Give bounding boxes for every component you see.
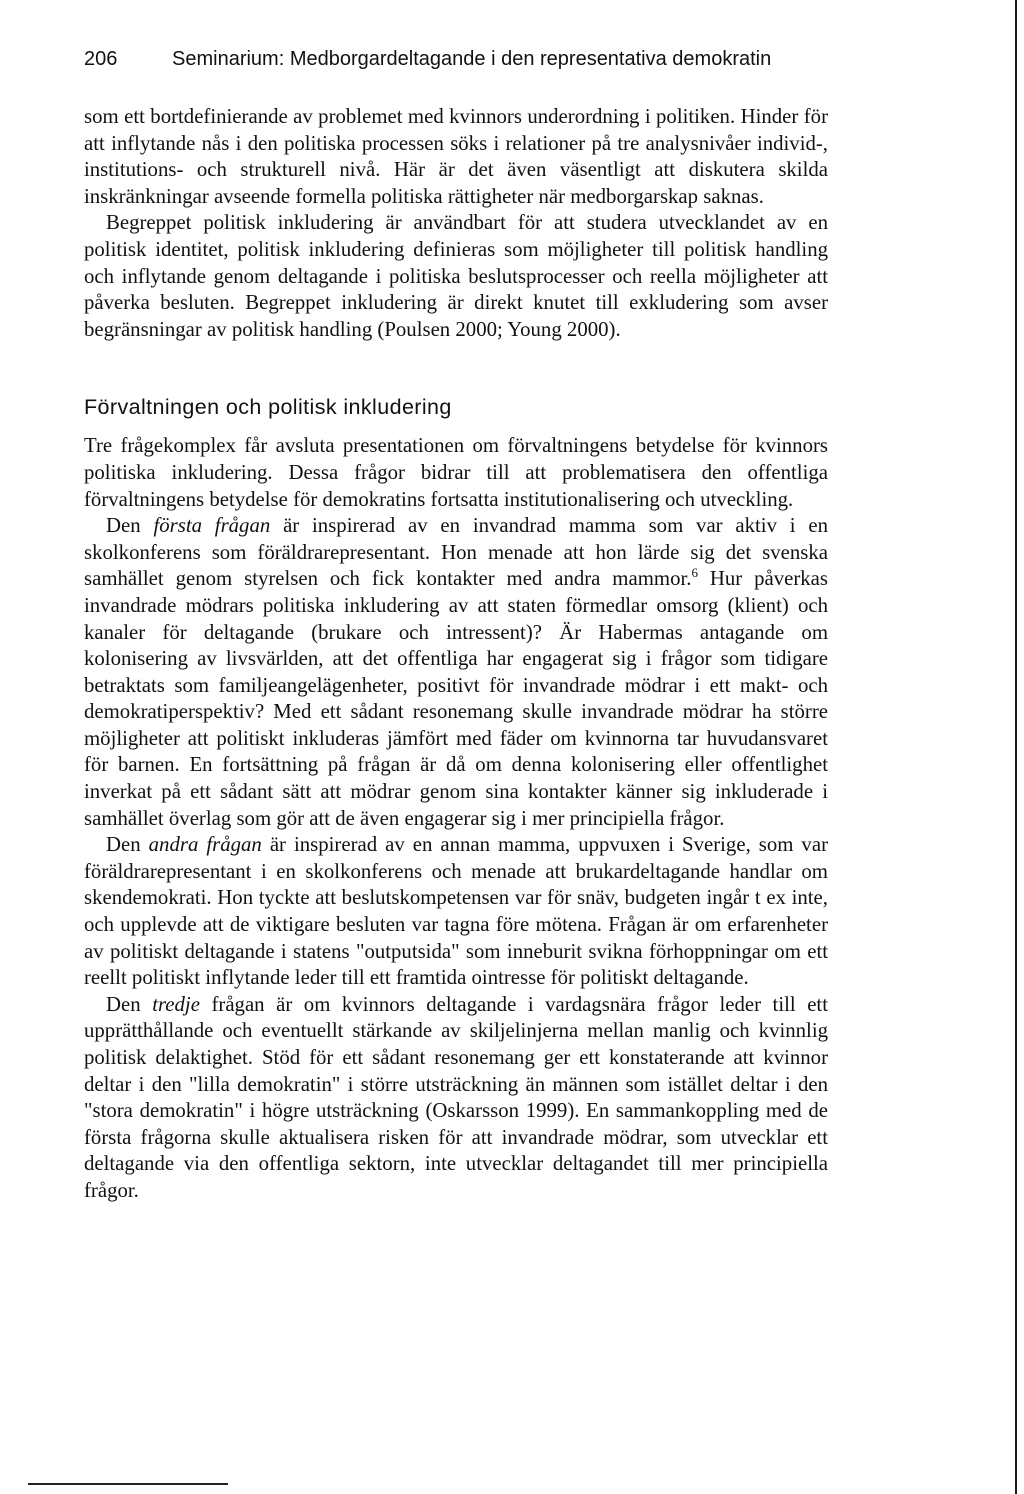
- section-heading: Förvaltningen och politisk inkludering: [84, 395, 452, 420]
- question-1-lead: Den: [106, 514, 154, 538]
- page-body: [84, 104, 828, 1205]
- question-2-lead: Den: [106, 833, 149, 857]
- question-3-text: frågan är om kvinnors deltagande i vardagsnära frågor leder till ett upprätthållande och eventuellt stärkande av skiljelinjerna mellan manlig och kvinnlig politisk delaktighet. Stöd för ett sådant resonemang ger ett konstaterande att kvinnor deltar i den "lilla demokratin" i större utsträckning än männen som istället deltar i den "stora demokratin" i högre utsträckning (Oskarsson 1999). En sammankoppling med de första frågorna skulle aktualisera risken för att invandrade mödrar, som utvecklar ett deltagande via den offentliga sektorn, inte utvecklar deltagandet till mer principiella frågor.: [84, 992, 828, 1202]
- intro-paragraph-2: Begreppet politisk inkludering är användbart för att studera utvecklandet av en politisk identitet, politisk inkludering definieras som möjligheter till politisk handling och inflytande genom deltagande i politiska beslutsprocesser och reella möjligheter att påverka besluten. Begreppet inkludering är direkt knutet till exkludering som avser begränsningar av politisk handling (Poulsen 2000; Young 2000).: [84, 211, 828, 341]
- running-title: Seminarium: Medborgardeltagande i den representativa demokratin: [172, 48, 772, 70]
- page-number: 206: [84, 48, 118, 70]
- question-2-emphasis: andra frågan: [148, 833, 262, 857]
- question-1-paragraph: [84, 513, 828, 832]
- question-1-emphasis: första frågan: [153, 514, 271, 538]
- intro-paragraph-1: som ett bortdefinierande av problemet med kvinnors underordning i politiken. Hinder för att inflytande nås i den politiska processen söks i relationer på tre analysnivåer individ-, institutions- och strukturell nivå. Här är det även väsentligt att diskutera skilda inskränkningar avseende formella politiska rättigheter när medborgarskap saknas.: [84, 105, 828, 208]
- page-edge-line: [1015, 0, 1017, 1494]
- question-1-text-a: är inspirerad av en invandrad mamma som var aktiv i en skolkonferens som föräldrarepresentant. Hon menade att hon lärde sig det svenska samhället genom styrelsen och fick kontakter med andra mammor.: [84, 514, 828, 591]
- bottom-rule: [28, 1483, 228, 1485]
- question-2-text: är inspirerad av en annan mamma, uppvuxen i Sverige, som var föräldrarepresentant i en skolkonferens och menade att brukardeltagande handlar om skendemokrati. Hon tyckte att beslutskompetensen var för snäv, budgeten ingår t ex inte, och upplevde att de viktigare besluten var tagna före mötena. Frågan är om erfarenheter av politiskt deltagande i statens "outputsida" som inneburit svikna förhoppningar om ett reellt politiskt inflytande leder till ett framtida ointresse för politiskt deltagande.: [84, 833, 828, 990]
- question-1-text-b: Hur påverkas invandrade mödrars politiska inkludering av att staten förmedlar omsorg (klient) och kanaler för deltagande (brukare och intressent)? Är Habermas antagande om kolonisering av livsvärlden, att det offentliga har engagerat sig i frågor som tidigare betraktats som familjeangelägenheter, positivt för invandrade mödrar i ett makt- och demokratiperspektiv? Med ett sådant resonemang skulle invandrade mödrar ha större möjligheter att politiskt inkluderas jämfört med fäder om kvinnorna tar huvudansvaret för barnen. En fortsättning på frågan är då om denna kolonisering eller offentlighet inverkat på ett sådant sätt att mödrar genom sina kontakter känner sig inkluderade i samhället överlag som gör att de även engagerar sig i mer principiella frågor.: [84, 567, 829, 830]
- section-paragraph-1: Tre frågekomplex får avsluta presentationen om förvaltningens betydelse för kvinnors politiska inkludering. Dessa frågor bidrar till att problematisera den offentliga förvaltningens betydelse för demokratins fortsatta institutionalisering och utveckling.: [84, 434, 828, 511]
- running-header: [84, 45, 944, 73]
- question-2-paragraph: [84, 832, 828, 992]
- footnote-marker: 6: [691, 565, 698, 581]
- question-3-emphasis: tredje: [152, 992, 200, 1016]
- question-3-paragraph: [84, 992, 828, 1205]
- question-3-lead: Den: [106, 992, 153, 1016]
